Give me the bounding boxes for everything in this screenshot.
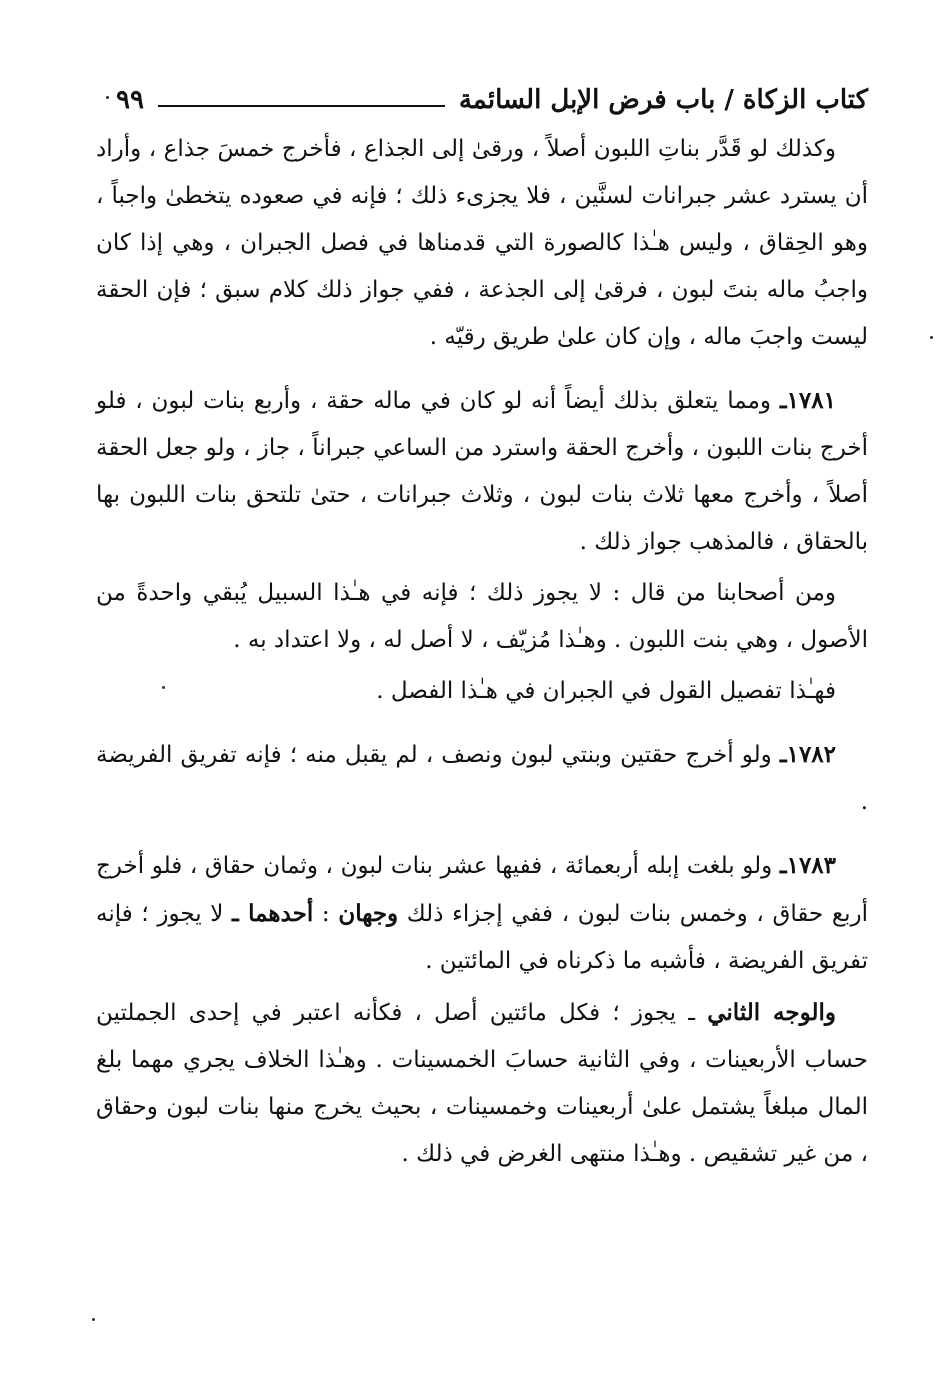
section-number: ١٧٨٣ـ xyxy=(779,852,837,879)
scan-speck xyxy=(930,336,933,339)
paragraph-text: لا يجوز ؛ فإنه تفريق الفريضة ، فأشبه ما ذكرناه في المائتين . xyxy=(96,901,868,974)
paragraph-text: ومما يتعلق بذلك أيضاً أنه لو كان في ماله حقة ، وأربع بنات لبون ، فلو أخرج بنات اللبون ، وأخرج الحقة واسترد من الساعي جبراناً ، جاز ، ولو جعل الحقة أصلاً ، وأخرج معها ثلاث بنات لبون ، وثلاث جبرانات ، حتىٰ تلتحق بنات اللبون بها بالحقاق ، فالمذهب جواز ذلك . xyxy=(96,388,868,555)
running-header xyxy=(116,78,868,122)
paragraph-text: ولو أخرج حقتين وبنتي لبون ونصف ، لم يقبل منه ؛ فإنه تفريق الفريضة . xyxy=(96,742,868,815)
scan-speck xyxy=(162,686,165,689)
paragraph-text: ـ يجوز ؛ فكل مائتين أصل ، فكأنه اعتبر في إحدى الجملتين حساب الأربعينات ، وفي الثانية حسابَ الخمسينات . وهـٰذا الخلاف يجري مهما بلغ المال مبلغاً يشتمل علىٰ أربعينات وخمسينات ، بحيث يخرج منها بنات لبون وحقاق ، من غير تشقيص . وهـٰذا منتهى الغرض في ذلك . xyxy=(96,1000,868,1167)
bold-term: أحدهما ـ xyxy=(232,900,314,927)
chapter-title: كتاب الزكاة / باب فرض الإبل السائمة xyxy=(458,85,868,115)
paragraph-4 xyxy=(96,668,868,715)
paragraph-1 xyxy=(96,126,868,361)
bold-term: وجهان xyxy=(338,900,399,927)
bold-lead: والوجه الثاني xyxy=(707,999,836,1026)
paragraph-text: ولو بلغت إبله أربعمائة ، ففيها عشر بنات لبون ، وثمان حقاق ، فلو أخرج أربع حقاق ، وخمس بنات لبون ، ففي إجزاء ذلك xyxy=(96,853,868,927)
paragraph-3 xyxy=(96,570,868,664)
paragraph-text: فهـٰذا تفصيل القول في الجبران في هـٰذا الفصل . xyxy=(376,678,836,704)
page-number: ٩٩ xyxy=(116,85,144,115)
scan-speck xyxy=(106,96,109,99)
header-rule xyxy=(158,105,445,107)
paragraph-7 xyxy=(96,989,868,1178)
section-number: ١٧٨٢ـ xyxy=(779,741,837,768)
paragraph-text: وكذلك لو قَدَّر بناتِ اللبون أصلاً ، ورقىٰ إلى الجذاع ، فأخرج خمسَ جذاع ، وأراد أن يسترد عشر جبرانات لسنَّين ، فلا يجزىء ذلك ؛ فإنه في صعوده يتخطىٰ واجباً ، وهو الحِقاق ، وليس هـٰذا كالصورة التي قدمناها في فصل الجبران ، وهي إذا كان واجبُ ماله بنتَ لبون ، فرقىٰ إلى الجذعة ، ففي جواز ذلك كلام سبق ؛ فإن الحقة ليست واجبَ ماله ، وإن كان علىٰ طريق رقيّه . xyxy=(96,136,868,350)
paragraph-1783 xyxy=(96,842,868,985)
colon: : xyxy=(321,901,330,927)
paragraph-1781 xyxy=(96,377,868,566)
scan-speck xyxy=(92,1318,95,1321)
paragraph-1782 xyxy=(96,731,868,826)
paragraph-text: ومن أصحابنا من قال : لا يجوز ذلك ؛ فإنه في هـٰذا السبيل يُبقي واحدةً من الأصول ، وهي بنت اللبون . وهـٰذا مُزيّف ، لا أصل له ، ولا اعتداد به . xyxy=(96,580,868,653)
section-number: ١٧٨١ـ xyxy=(779,387,836,414)
body-text xyxy=(96,126,868,1178)
